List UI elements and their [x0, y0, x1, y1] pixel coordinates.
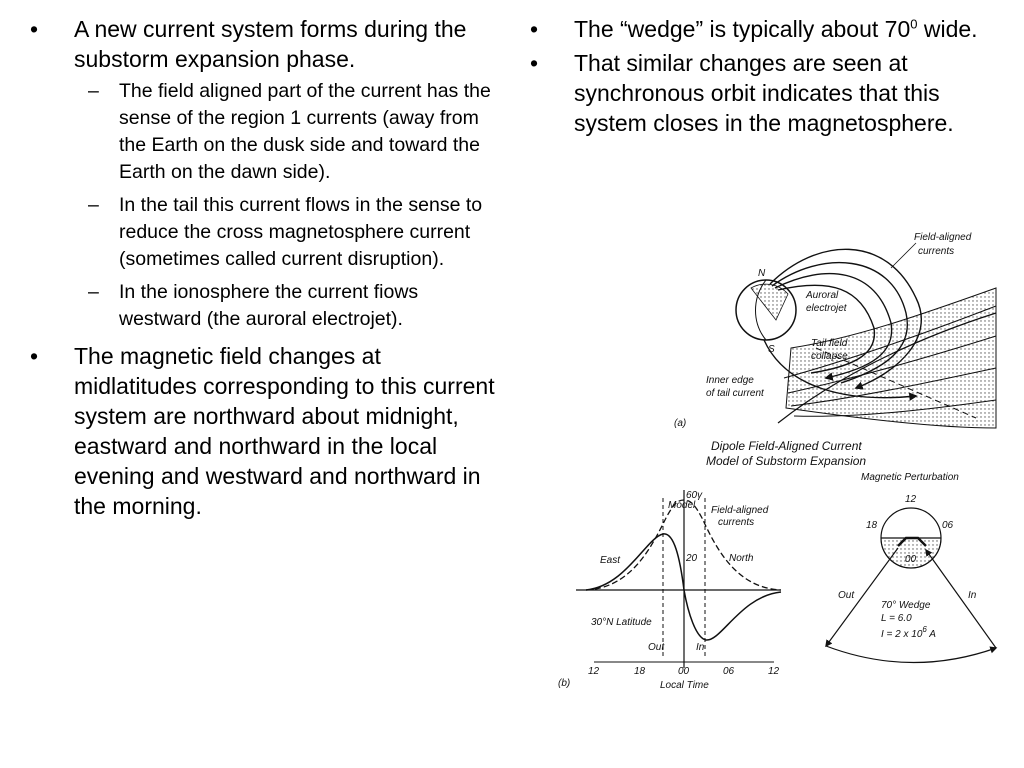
- bullet-marker: •: [30, 343, 39, 369]
- tick-12-right: 12: [768, 666, 780, 677]
- wedge-70-label: 70° Wedge: [881, 600, 931, 611]
- local-time-label: Local Time: [660, 680, 709, 691]
- bullet-new-current-system: [30, 14, 500, 74]
- label-out: Out: [648, 642, 665, 653]
- bullet-text-pre: The “wedge” is typically about 70: [574, 16, 911, 42]
- wedge-current-text: I = 2 x 10: [881, 629, 923, 640]
- label-electrojet: electrojet: [806, 303, 847, 314]
- label-20: 20: [686, 553, 698, 564]
- label-model: Model: [668, 500, 696, 511]
- label-tail-field: Tail field: [811, 338, 848, 349]
- bullet-text: That similar changes are seen at synchronous orbit indicates that this system closes in the magnetosphere.: [574, 50, 954, 136]
- bullet-synchronous-orbit: [530, 48, 1000, 138]
- panel-b-plot: [558, 490, 781, 691]
- wedge-right-edge: [926, 550, 996, 648]
- bullet-text: A new current system forms during the substorm expansion phase.: [74, 16, 467, 72]
- bullet-marker: •: [30, 16, 39, 42]
- dash-marker: –: [88, 80, 99, 102]
- wedge-current-unit: A: [926, 629, 936, 640]
- wedge-hour-12: 12: [905, 494, 917, 505]
- tick-00: 00: [678, 666, 690, 677]
- panel-b-title-1: Dipole Field-Aligned Current: [711, 439, 862, 453]
- figure-svg: [556, 228, 1000, 698]
- panel-a-label: (a): [674, 418, 687, 429]
- label-east: East: [600, 555, 621, 566]
- label-60-gamma: 60γ: [686, 490, 703, 501]
- sub-bullet-tail-current: [30, 192, 500, 273]
- tick-12-left: 12: [588, 666, 600, 677]
- wedge-in-label: In: [968, 590, 977, 601]
- bullet-text: The magnetic field changes at midlatitudes corresponding to this current system are northward about midnight, eastward and northward in the local evening and westward and northward in the morning.: [74, 343, 495, 519]
- wedge-out-label: Out: [838, 590, 855, 601]
- label-of-tail-current: of tail current: [706, 388, 764, 399]
- sub-bullet-field-aligned: [30, 78, 500, 186]
- dash-marker: –: [88, 281, 99, 303]
- dash-marker: –: [88, 194, 99, 216]
- tick-18: 18: [634, 666, 646, 677]
- field-aligned-pointer: [891, 243, 916, 268]
- wedge-hour-18: 18: [866, 520, 878, 531]
- magnetic-perturbation-title: Magnetic Perturbation: [861, 472, 959, 483]
- sub-bullet-text: In the ionosphere the current fiows westward (the auroral electrojet).: [119, 281, 419, 330]
- label-in: In: [696, 642, 705, 653]
- left-column: [30, 14, 500, 525]
- panel-b-title-2: Model of Substorm Expansion: [706, 454, 867, 468]
- tick-06: 06: [723, 666, 735, 677]
- wedge-current-label: [881, 625, 936, 640]
- substorm-current-wedge-figure: [556, 228, 1000, 698]
- label-inner-edge: Inner edge: [706, 375, 754, 386]
- bullet-marker: •: [530, 50, 539, 76]
- bullet-marker: •: [530, 16, 539, 42]
- sub-bullet-text: The field aligned part of the current has the sense of the region 1 currents (away from the Earth on the dusk side and toward the Earth on the dawn side).: [119, 80, 491, 183]
- wedge-current-exp: 6: [922, 625, 927, 634]
- wedge-arc: [826, 646, 996, 663]
- sub-bullet-list: [30, 78, 500, 333]
- label-plot-field-aligned-2: currents: [718, 517, 755, 528]
- label-south-pole: S: [768, 344, 775, 355]
- label-collapse: collapse: [811, 351, 848, 362]
- bullet-text-post: wide.: [917, 16, 978, 42]
- label-north-pole: N: [758, 268, 766, 279]
- right-column: [530, 14, 1000, 142]
- wedge-L-label: L = 6.0: [881, 613, 912, 624]
- label-field-aligned-2: currents: [918, 246, 955, 257]
- sub-bullet-text: In the tail this current flows in the sense to reduce the cross magnetosphere current (sometimes called current disruption).: [119, 194, 483, 270]
- wedge-hour-00: 00: [905, 554, 917, 565]
- label-30n-latitude: 30°N Latitude: [591, 617, 652, 628]
- label-field-aligned-1: Field-aligned: [914, 232, 972, 243]
- label-auroral: Auroral: [806, 290, 839, 301]
- degree-superscript: 0: [910, 16, 918, 32]
- panel-a-diagram: [674, 232, 996, 429]
- bullet-wedge-width: [530, 14, 1000, 44]
- wedge-hour-06: 06: [942, 520, 954, 531]
- sub-bullet-ionosphere: [30, 279, 500, 333]
- label-plot-field-aligned-1: Field-aligned: [711, 505, 769, 516]
- label-north: North: [729, 553, 754, 564]
- wedge-diagram: [826, 472, 996, 663]
- panel-b-label: (b): [558, 678, 571, 689]
- bullet-magnetic-field-changes: [30, 341, 500, 521]
